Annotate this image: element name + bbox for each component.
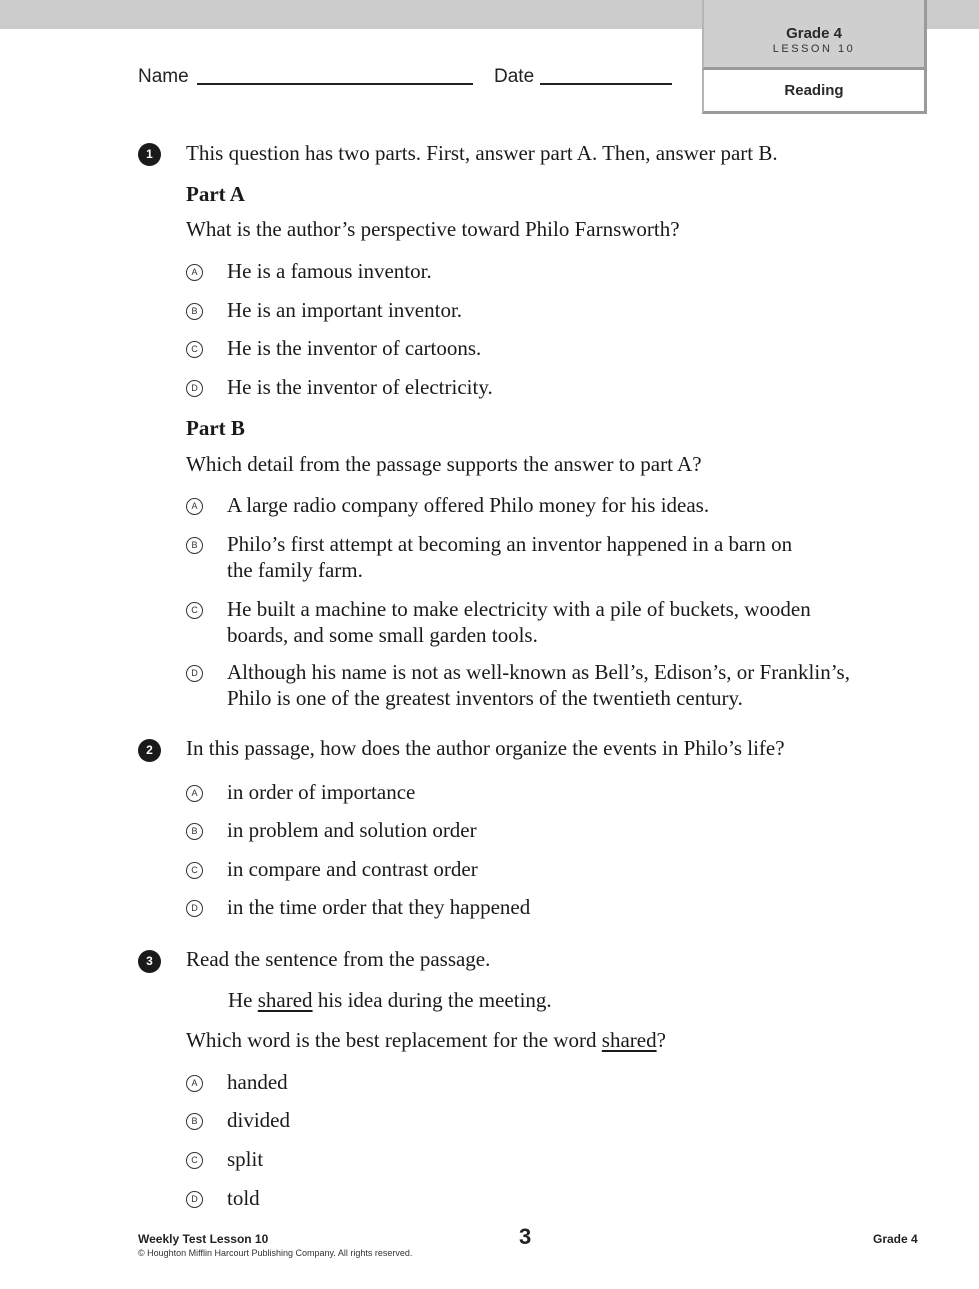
answer-bubble[interactable]: B xyxy=(186,537,203,554)
answer-bubble[interactable]: B xyxy=(186,823,203,840)
copyright: © Houghton Mifflin Harcourt Publishing Company. All rights reserved. xyxy=(138,1248,413,1258)
grade-title: Grade 4 xyxy=(786,25,842,42)
answer-bubble[interactable]: A xyxy=(186,498,203,515)
date-label: Date xyxy=(494,66,535,87)
option-text: He is an important inventor. xyxy=(227,298,463,322)
option-text: divided xyxy=(227,1108,290,1132)
answer-bubble[interactable]: A xyxy=(186,264,203,281)
grade-box xyxy=(702,0,927,70)
quote-target-word: shared xyxy=(257,988,313,1012)
answer-bubble[interactable]: A xyxy=(186,785,203,802)
answer-bubble[interactable]: D xyxy=(186,1191,203,1208)
page-number: 3 xyxy=(519,1224,532,1249)
option-text-line-1: Although his name is not as well-known as Bell’s, Edison’s, or Franklin’s, xyxy=(227,660,850,684)
q2-prompt: In this passage, how does the author organize the events in Philo’s life? xyxy=(186,736,785,760)
option-text: A large radio company offered Philo money for his ideas. xyxy=(227,493,710,517)
option-text: split xyxy=(227,1147,264,1171)
answer-bubble[interactable]: C xyxy=(186,1152,203,1169)
option-text: He is the inventor of cartoons. xyxy=(227,336,482,360)
option-text-line-2: the family farm. xyxy=(227,558,363,582)
option-text: He is a famous inventor. xyxy=(227,259,432,283)
q3-prompt xyxy=(186,1027,666,1053)
q1-part-a-prompt: What is the author’s perspective toward Philo Farnsworth? xyxy=(186,217,680,241)
footer xyxy=(138,1232,412,1258)
q1-part-b-prompt: Which detail from the passage supports the answer to part A? xyxy=(186,452,702,476)
answer-bubble[interactable]: B xyxy=(186,303,203,320)
footer-title: Weekly Test Lesson 10 xyxy=(138,1232,269,1246)
answer-bubble[interactable]: D xyxy=(186,900,203,917)
footer-grade: Grade 4 xyxy=(873,1232,918,1246)
subject-label: Reading xyxy=(702,70,927,114)
question-number-2: 2 xyxy=(138,739,161,762)
name-field[interactable] xyxy=(197,83,473,85)
lesson-label: LESSON 10 xyxy=(772,43,856,55)
q1-part-b-label: Part B xyxy=(186,416,245,440)
option-text: in order of importance xyxy=(227,780,416,804)
prompt-start: Which word is the best replacement for the word xyxy=(186,1028,602,1052)
quote-start: He xyxy=(228,988,258,1012)
option-text: in the time order that they happened xyxy=(227,895,531,919)
option-text: handed xyxy=(227,1070,288,1094)
answer-bubble[interactable]: A xyxy=(186,1075,203,1092)
option-text: in compare and contrast order xyxy=(227,857,478,881)
q1-part-a-label: Part A xyxy=(186,182,245,206)
date-field[interactable] xyxy=(540,83,672,85)
prompt-target-word: shared xyxy=(601,1028,657,1052)
option-text: He is the inventor of electricity. xyxy=(227,375,493,399)
answer-bubble[interactable]: C xyxy=(186,341,203,358)
option-text-line-2: boards, and some small garden tools. xyxy=(227,623,538,647)
option-text-line-1: He built a machine to make electricity with a pile of buckets, wooden xyxy=(227,597,811,621)
answer-bubble[interactable]: D xyxy=(186,380,203,397)
answer-bubble[interactable]: C xyxy=(186,602,203,619)
q3-quote xyxy=(228,987,552,1013)
answer-bubble[interactable]: C xyxy=(186,862,203,879)
option-text-line-2: Philo is one of the greatest inventors of the twentieth century. xyxy=(227,686,743,710)
q1-intro: This question has two parts. First, answer part A. Then, answer part B. xyxy=(186,141,778,165)
prompt-end: ? xyxy=(656,1028,666,1052)
quote-end: his idea during the meeting. xyxy=(312,988,552,1012)
option-text: told xyxy=(227,1186,260,1210)
option-text-line-1: Philo’s first attempt at becoming an inventor happened in a barn on xyxy=(227,532,793,556)
q3-intro: Read the sentence from the passage. xyxy=(186,947,491,971)
option-text: in problem and solution order xyxy=(227,818,477,842)
answer-bubble[interactable]: D xyxy=(186,665,203,682)
question-number-1: 1 xyxy=(138,143,161,166)
question-number-3: 3 xyxy=(138,950,161,973)
answer-bubble[interactable]: B xyxy=(186,1113,203,1130)
name-label: Name xyxy=(138,66,189,87)
